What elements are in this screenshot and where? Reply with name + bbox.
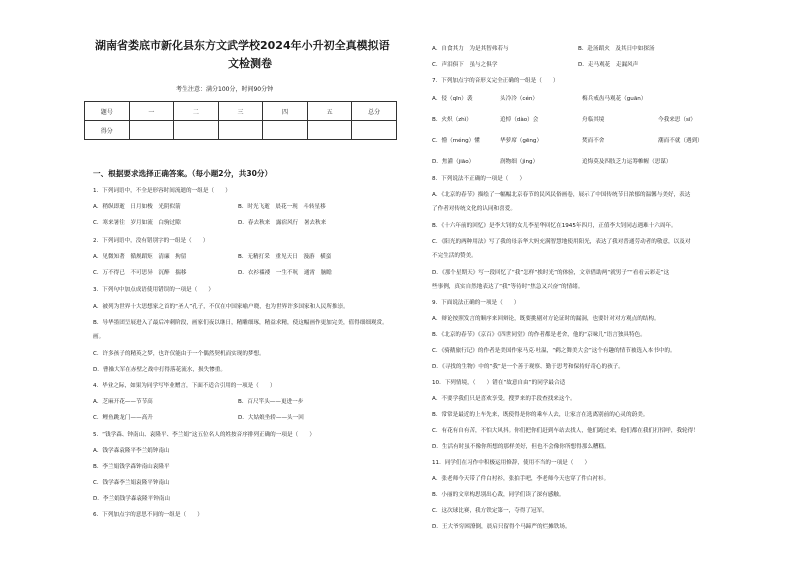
score-input-cell[interactable] [174,121,219,140]
question-text-line: A．自食其力 为是其智弗若与 [432,46,509,52]
question-text-line: B．《十六年前的回忆》是李大钊的女儿李星华回忆在1945年四月，正值李大钊同志遇难十六周年。 [432,223,677,229]
question-text-line: C．有花有自有苦，不怕大风抖。你们把你们赶到车站去找人，他们跑过来，他们都在我们打招呼，我轮得！ [432,428,699,434]
question-text-line: B．李兰娟钱学森钟南山袁隆平 [93,464,170,470]
question-text-line: B．赴汤蹈火 及其日中如探汤 [578,46,655,52]
question-text-line: 7．下列加点字的音形义完全正确的一组是（ ） [432,78,559,84]
question-text-line: D．大姑娘坐轿——头一回 [238,415,304,421]
question-text-line: B．百尺竿头——更进一步 [238,399,304,405]
row-label-cell: 得分 [85,121,130,140]
question-text-line: C．钱学森李兰娟袁隆平钟南山 [93,480,170,486]
question-text-line: D．李兰娟钱学森袁隆平钟南山 [93,496,171,502]
question-text-line: A．不要学我们只是喜欢享受，搜罗来的手段查找来这个。 [432,396,576,402]
question-text-line: 舟临其境 [582,117,605,123]
page-title-line2: 文检测卷 [228,57,272,70]
question-text-line: D．《寻找的生物》中的“我”是一个善于观察、勤于思考和保持好奇心的孩子。 [432,364,624,370]
question-text-line: 画。 [93,334,105,340]
question-text-line: D．生活有时虽不像你所想的那样美好，但也不会像你所想得那么糟糕。 [432,444,610,450]
question-text-line: A．张老师今天带了件白衬衫，张拍手吧，李老师今天也穿了件白衬衫。 [432,476,610,482]
question-text-line: D．春去秋来 露宿风行 暑去秋来 [238,220,327,226]
question-text-line: A．被列为世界十大思想家之首的“圣人”孔子，不仅在中国家喻户晓，也为世界许多国家和人民所推崇。 [93,304,349,310]
question-text-line: 8．下列说法不正确的一项是（ ） [432,176,526,182]
question-text-line: D．曹操大军在赤壁之战中打得落花流水，损失惨重。 [93,367,226,373]
question-text-line: 追悔莫及四肢乏力运筹帷幄（思谋） [582,159,672,165]
question-text-line: A．辩论按照发言的顺序来回辩论，既要挑剔对方论证时的漏洞，也要针对对方观点的结构。 [432,316,660,322]
question-text-line: A．稍纵即逝 日月如梭 光阴似箭 [93,204,181,210]
question-text-line: 5．“钱学森、钟南山、袁隆平、李兰娟”这五位名人的姓按音序排列正确的一项是（ ） [93,432,315,438]
question-text-line: A．芝麻开花——节节高 [93,399,153,405]
question-text-line: C．鲤鱼跳龙门——高升 [93,415,153,421]
question-text-line: B．常常是最近的上车先来，既使得是你的乘车人去，让家言在选离别前的心灵的蔚美。 [432,412,649,418]
header-cell: 一 [129,102,174,121]
score-input-cell[interactable] [352,121,397,140]
question-text-line: C．万不得已 不可思异 沉醉 揣移 [93,270,187,276]
header-cell: 五 [307,102,352,121]
question-text-line: B．《北京的春节》《京百》《四世同堂》的作者都是老舍，他的“京味儿”语言独具特色。 [432,332,646,338]
header-cell: 总分 [352,102,397,121]
question-text-line: D．《那个星期天》写一段回忆了“我”怎样“挨时光”的体验，文章借助两“就男子”“看看云彩走”这 [432,270,670,276]
question-text-line: D．焦灌（jiāo） [432,159,475,165]
question-text-line: A．侵（qīn）袭 [432,96,473,102]
question-text-line: 潮而不就（遇到） [658,138,703,144]
score-table-score-row [85,121,397,140]
question-text-line: 头冷冷（cén） [500,96,539,102]
score-input-cell[interactable] [263,121,308,140]
question-text-line: 1．下列词语中，不全是形容时间流逝的一组是（ ） [93,188,231,194]
question-text-line: 梅兵戒齿马观花（guān） [582,96,647,102]
question-text-line: 今我来思（sī） [658,117,697,123]
question-text-line: 些事例，真实自然地表达了“我”等待时“焦急又兴奋”的情绪。 [432,284,584,290]
question-text-line: 追悼（dào）会 [500,117,539,123]
question-text-line: A．《北京的春节》描绘了一幅幅北京春节的民风民俗画卷，展示了中国传统节日浓郁的温馨与美好，表达 [432,192,691,198]
question-text-line: D．王大爷穷困潦倒，晨启只留得个马蹄严的烂摊铁场。 [432,524,571,530]
question-text-line: D．走马观花 走漏风声 [578,62,639,68]
exam-info: 考生注意：满分100分，时间90分钟 [176,86,274,93]
header-cell: 二 [174,102,219,121]
header-cell: 三 [218,102,263,121]
question-text-line: C．这次球比赛，我方铁定第一，夺得了冠军。 [432,508,548,514]
question-text-line: 10．下列情境，（ ）错在“故意自由”的同学最合适 [432,380,566,386]
question-text-line: 9．下面说法正确的一项是（ ） [432,300,520,306]
score-table-header-row [85,102,397,121]
question-text-line: 不完生活的赞美。 [432,253,477,259]
question-text-line: B．小丽的文章构思别出心裁，同学们读了深有感触。 [432,492,565,498]
question-text-line: C．《阳光的两种用法》写了我的母亲华大妈充满智慧地使用阳光，表达了我对普通劳动者的敬意，以及对 [432,239,691,245]
question-text-line: 华萝席（gēng） [500,138,543,144]
question-text-line: 3．下列句中加点成语使用错误的一项是（ ） [93,287,215,293]
question-text-line: B．导华墨团呈展进入了最后冲刺阶段，画家们夜以继日，精雕细琢，精益求精，使这幅画作更加完美，值得细细观赏。 [93,320,388,326]
score-table [84,101,397,140]
question-text-line: C．声泪俱下 虽与之俱学 [432,62,498,68]
page-title-line1: 湖南省娄底市新化县东方文武学校2024年小升初全真模拟语 [95,39,390,52]
question-text-line: 焚而不舍 [582,138,605,144]
question-text-line: 2．下列词语中，没有错别字的一组是（ ） [93,238,209,244]
question-text-line: A．见微知著 循规蹈矩 清廉 拘留 [93,254,187,260]
header-cell: 题号 [85,102,130,121]
score-input-cell[interactable] [129,121,174,140]
question-text-line: B．无精打采 重见天日 漫游 横蛮 [238,254,332,260]
question-text-line: C．许多孩子的精英之梦，也许仅能由于一个偶然契机而实现的梦想。 [93,351,265,357]
question-text-line: A．钱学森袁隆平李兰娟钟南山 [93,448,170,454]
score-input-cell[interactable] [218,121,263,140]
question-text-line: C．寒来暑往 岁月如流 白驹过隙 [93,220,181,226]
section-1-title: 一、根据要求选择正确答案。（每小题2分，共30分） [93,169,273,178]
question-text-line: B．火炽（zhì） [432,117,472,123]
question-text-line: C．懵（méng）懂 [432,138,480,144]
question-text-line: 4．毕业之际，如果为同学写毕业赠言，下面不适合引用的一项是（ ） [93,383,276,389]
question-text-line: 润物细（jìng） [500,159,539,165]
question-text-line: 11．同学们在习作中积极运用修辞，使用不当的一项是（ ） [432,460,591,466]
score-input-cell[interactable] [307,121,352,140]
question-text-line: B．时光飞逝 晨花一现 斗转星移 [238,204,326,210]
question-text-line: 了作者对传统文化的认同和喜爱。 [432,206,516,212]
question-text-line: C．《骑鹅旅行记》的作者是美国作家马克·吐温，“鹈之舞美大会”这个有趣的情节被选入本书中的。 [432,348,676,354]
header-cell: 四 [263,102,308,121]
question-text-line: 6．下列加点字的意思不同的一组是（ ） [93,512,203,518]
question-text-line: D．衣衫褴褛 一生不吭 通霄 脑瞻 [238,270,332,276]
